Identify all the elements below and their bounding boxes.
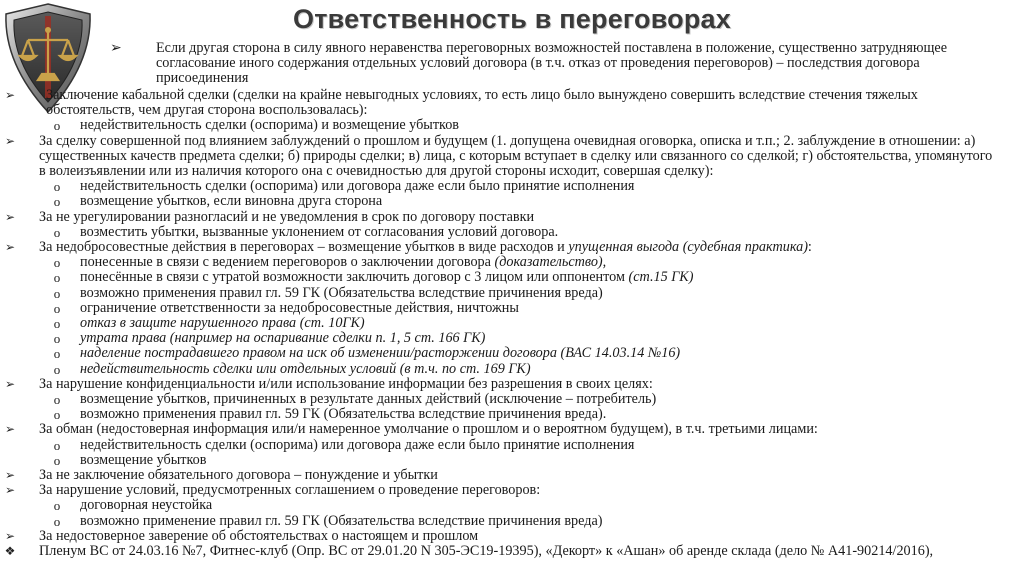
list-item (0, 210, 1024, 225)
sub-list-item (0, 286, 1024, 301)
circle-bullet-icon: o (53, 513, 61, 529)
circle-bullet-icon: o (53, 224, 61, 240)
intro-paragraph (110, 40, 984, 87)
sub-list-item-text: договорная неустойка (80, 497, 213, 514)
list-item-text: За сделку совершенной под влиянием заблуждений о прошлом и будущем (1. допущена очевидная оговорка, описка и т.п.; 2. заблуждение в отношении: а) существенных качеств предмета сделки; б) природы сделки; в) лица, с которым вступает в сделку или связанного со сделкой; г) обстоятельства, упомянутого в волеизъявлении или из наличия которого она с очевидностью для другой стороны исходит, совершая сделку): (39, 132, 993, 180)
list-item (0, 544, 1024, 559)
circle-bullet-icon: o (53, 331, 61, 347)
circle-bullet-icon: o (53, 255, 61, 271)
sub-list-item (0, 301, 1024, 316)
sub-list-item-text: недействительность сделки или отдельных условий (в т.ч. по ст. 169 ГК) (80, 360, 531, 377)
list-item (0, 422, 1024, 437)
sub-list-item-text: возмещение убытков, если виновна друга сторона (80, 193, 383, 210)
arrow-bullet-icon: ➢ (4, 240, 16, 255)
sub-list-item-text: возможно применения правил гл. 59 ГК (Обязательства вследствие причинения вреда) (80, 284, 603, 301)
list-item-text: Заключение кабальной сделки (сделки на крайне невыгодных условиях, то есть лицо было вынуждено совершить вследствие стечения тяжелых обстоятельств, чем другая сторона воспользовалась): (46, 87, 918, 119)
sub-list-item (0, 194, 1024, 209)
intro-text: Если другая сторона в силу явного неравенства переговорных возможностей поставлена в положение, существенно затрудняющее согласование иного содержания отдельных условий договора (в т.ч. отказ от проведения переговоров) – последствия договора присоединения (156, 40, 947, 87)
sub-list-item (0, 346, 1024, 361)
circle-bullet-icon: o (53, 437, 61, 453)
list-item (0, 240, 1024, 255)
sub-list-item (0, 179, 1024, 194)
sub-list-item (0, 407, 1024, 422)
arrow-bullet-icon: ➢ (4, 528, 16, 543)
sub-list-item-text: возможно применение правил гл. 59 ГК (Обязательства вследствие причинения вреда) (80, 512, 603, 529)
page-title: Ответственность в переговорах (293, 4, 731, 34)
sub-list-item (0, 270, 1024, 285)
sub-list-item (0, 453, 1024, 468)
arrow-bullet-icon: ➢ (4, 88, 16, 102)
list-item (0, 134, 1024, 180)
circle-bullet-icon: o (53, 361, 61, 377)
circle-bullet-icon: o (53, 452, 61, 468)
sub-list-item-text: возможно применения правил гл. 59 ГК (Обязательства вследствие причинения вреда). (80, 406, 607, 423)
list-item-text: За обман (недостоверная информация или/и намеренное умолчание о прошлом и о вероятном будущем), в т.ч. третьими лицами: (39, 421, 818, 438)
arrow-bullet-icon: ➢ (4, 209, 16, 224)
sub-list-item (0, 118, 1024, 133)
list-item (0, 88, 1024, 118)
sub-list-item-text: понесенные в связи с ведением переговоров о заключении договора (доказательство), (80, 254, 607, 271)
sub-list-item (0, 316, 1024, 331)
list-item-text: За нарушение условий, предусмотренных соглашением о проведение переговоров: (39, 482, 541, 499)
list-item-text: За недостоверное заверение об обстоятельствах о настоящем и прошлом (39, 527, 479, 544)
sub-list-item-text: возмещение убытков, причиненных в результате данных действий (исключение – потребитель) (80, 391, 657, 408)
sub-list-item (0, 331, 1024, 346)
sub-list-item-text: недействительность сделки (оспорима) и возмещение убытков (80, 117, 460, 134)
arrow-bullet-icon: ➢ (4, 483, 16, 498)
responsibility-list (0, 88, 1024, 559)
circle-bullet-icon: o (53, 285, 61, 301)
sub-list-item (0, 392, 1024, 407)
sub-list-item (0, 438, 1024, 453)
circle-bullet-icon: o (53, 270, 61, 286)
sub-list-item (0, 255, 1024, 270)
sub-list-item-text: отказ в защите нарушенного права (ст. 10ГК) (80, 315, 365, 332)
sub-list-item-text: наделение пострадавшего правом на иск об изменении/расторжении договора (ВАС 14.03.14 №16) (80, 345, 681, 362)
circle-bullet-icon: o (53, 346, 61, 362)
sub-list-item-text: утрата права (например на оспаривание сделки п. 1, 5 ст. 166 ГК) (80, 330, 486, 347)
diamond-bullet-icon: ❖ (4, 544, 16, 559)
sub-list-item (0, 362, 1024, 377)
arrow-bullet-icon: ➢ (4, 422, 16, 437)
circle-bullet-icon: o (53, 118, 61, 134)
sub-list-item (0, 514, 1024, 529)
circle-bullet-icon: o (53, 407, 61, 423)
list-item (0, 529, 1024, 544)
sub-list-item-text: ограничение ответственности за недобросовестные действия, ничтожны (80, 299, 519, 316)
sub-list-item (0, 225, 1024, 240)
list-item-text: За не заключение обязательного договора – понуждение и убытки (39, 467, 438, 484)
list-item (0, 377, 1024, 392)
list-item-text: За не урегулировании разногласий и не уведомления в срок по договору поставки (39, 208, 535, 225)
list-item-text: Пленум ВС от 24.03.16 №7, Фитнес-клуб (Опр. ВС от 29.01.20 N 305-ЭС19-19395), «Декорт» к «Ашан» об аренде склада (дело № А41-90214/2016), (39, 543, 934, 560)
circle-bullet-icon: o (53, 392, 61, 408)
sub-list-item-text: недействительность сделки (оспорима) или договора даже если было принятие исполнения (80, 436, 635, 453)
circle-bullet-icon: o (53, 300, 61, 316)
sub-list-item-text: возместить убытки, вызванные уклонением от согласования условий договора. (80, 223, 559, 240)
list-item (0, 483, 1024, 498)
circle-bullet-icon: o (53, 498, 61, 514)
sub-list-item-text: возмещение убытков (80, 451, 207, 468)
list-item-text: За недобросовестные действия в переговорах – возмещение убытков в виде расходов и упущенная выгода (судебная практика): (39, 239, 812, 256)
sub-list-item (0, 498, 1024, 513)
circle-bullet-icon: o (53, 316, 61, 332)
circle-bullet-icon: o (53, 194, 61, 210)
list-item-text: За нарушение конфиденциальности и/или использование информации без разрешения в своих целях: (39, 375, 653, 392)
list-item (0, 468, 1024, 483)
arrow-bullet-icon: ➢ (110, 40, 122, 56)
circle-bullet-icon: o (53, 179, 61, 195)
sub-list-item-text: понесённые в связи с утратой возможности заключить договор с 3 лицом или оппонентом (ст.15 ГК) (80, 269, 694, 286)
sub-list-item-text: недействительность сделки (оспорима) или договора даже если было принятие исполнения (80, 178, 635, 195)
arrow-bullet-icon: ➢ (4, 468, 16, 483)
arrow-bullet-icon: ➢ (4, 133, 16, 148)
arrow-bullet-icon: ➢ (4, 376, 16, 391)
